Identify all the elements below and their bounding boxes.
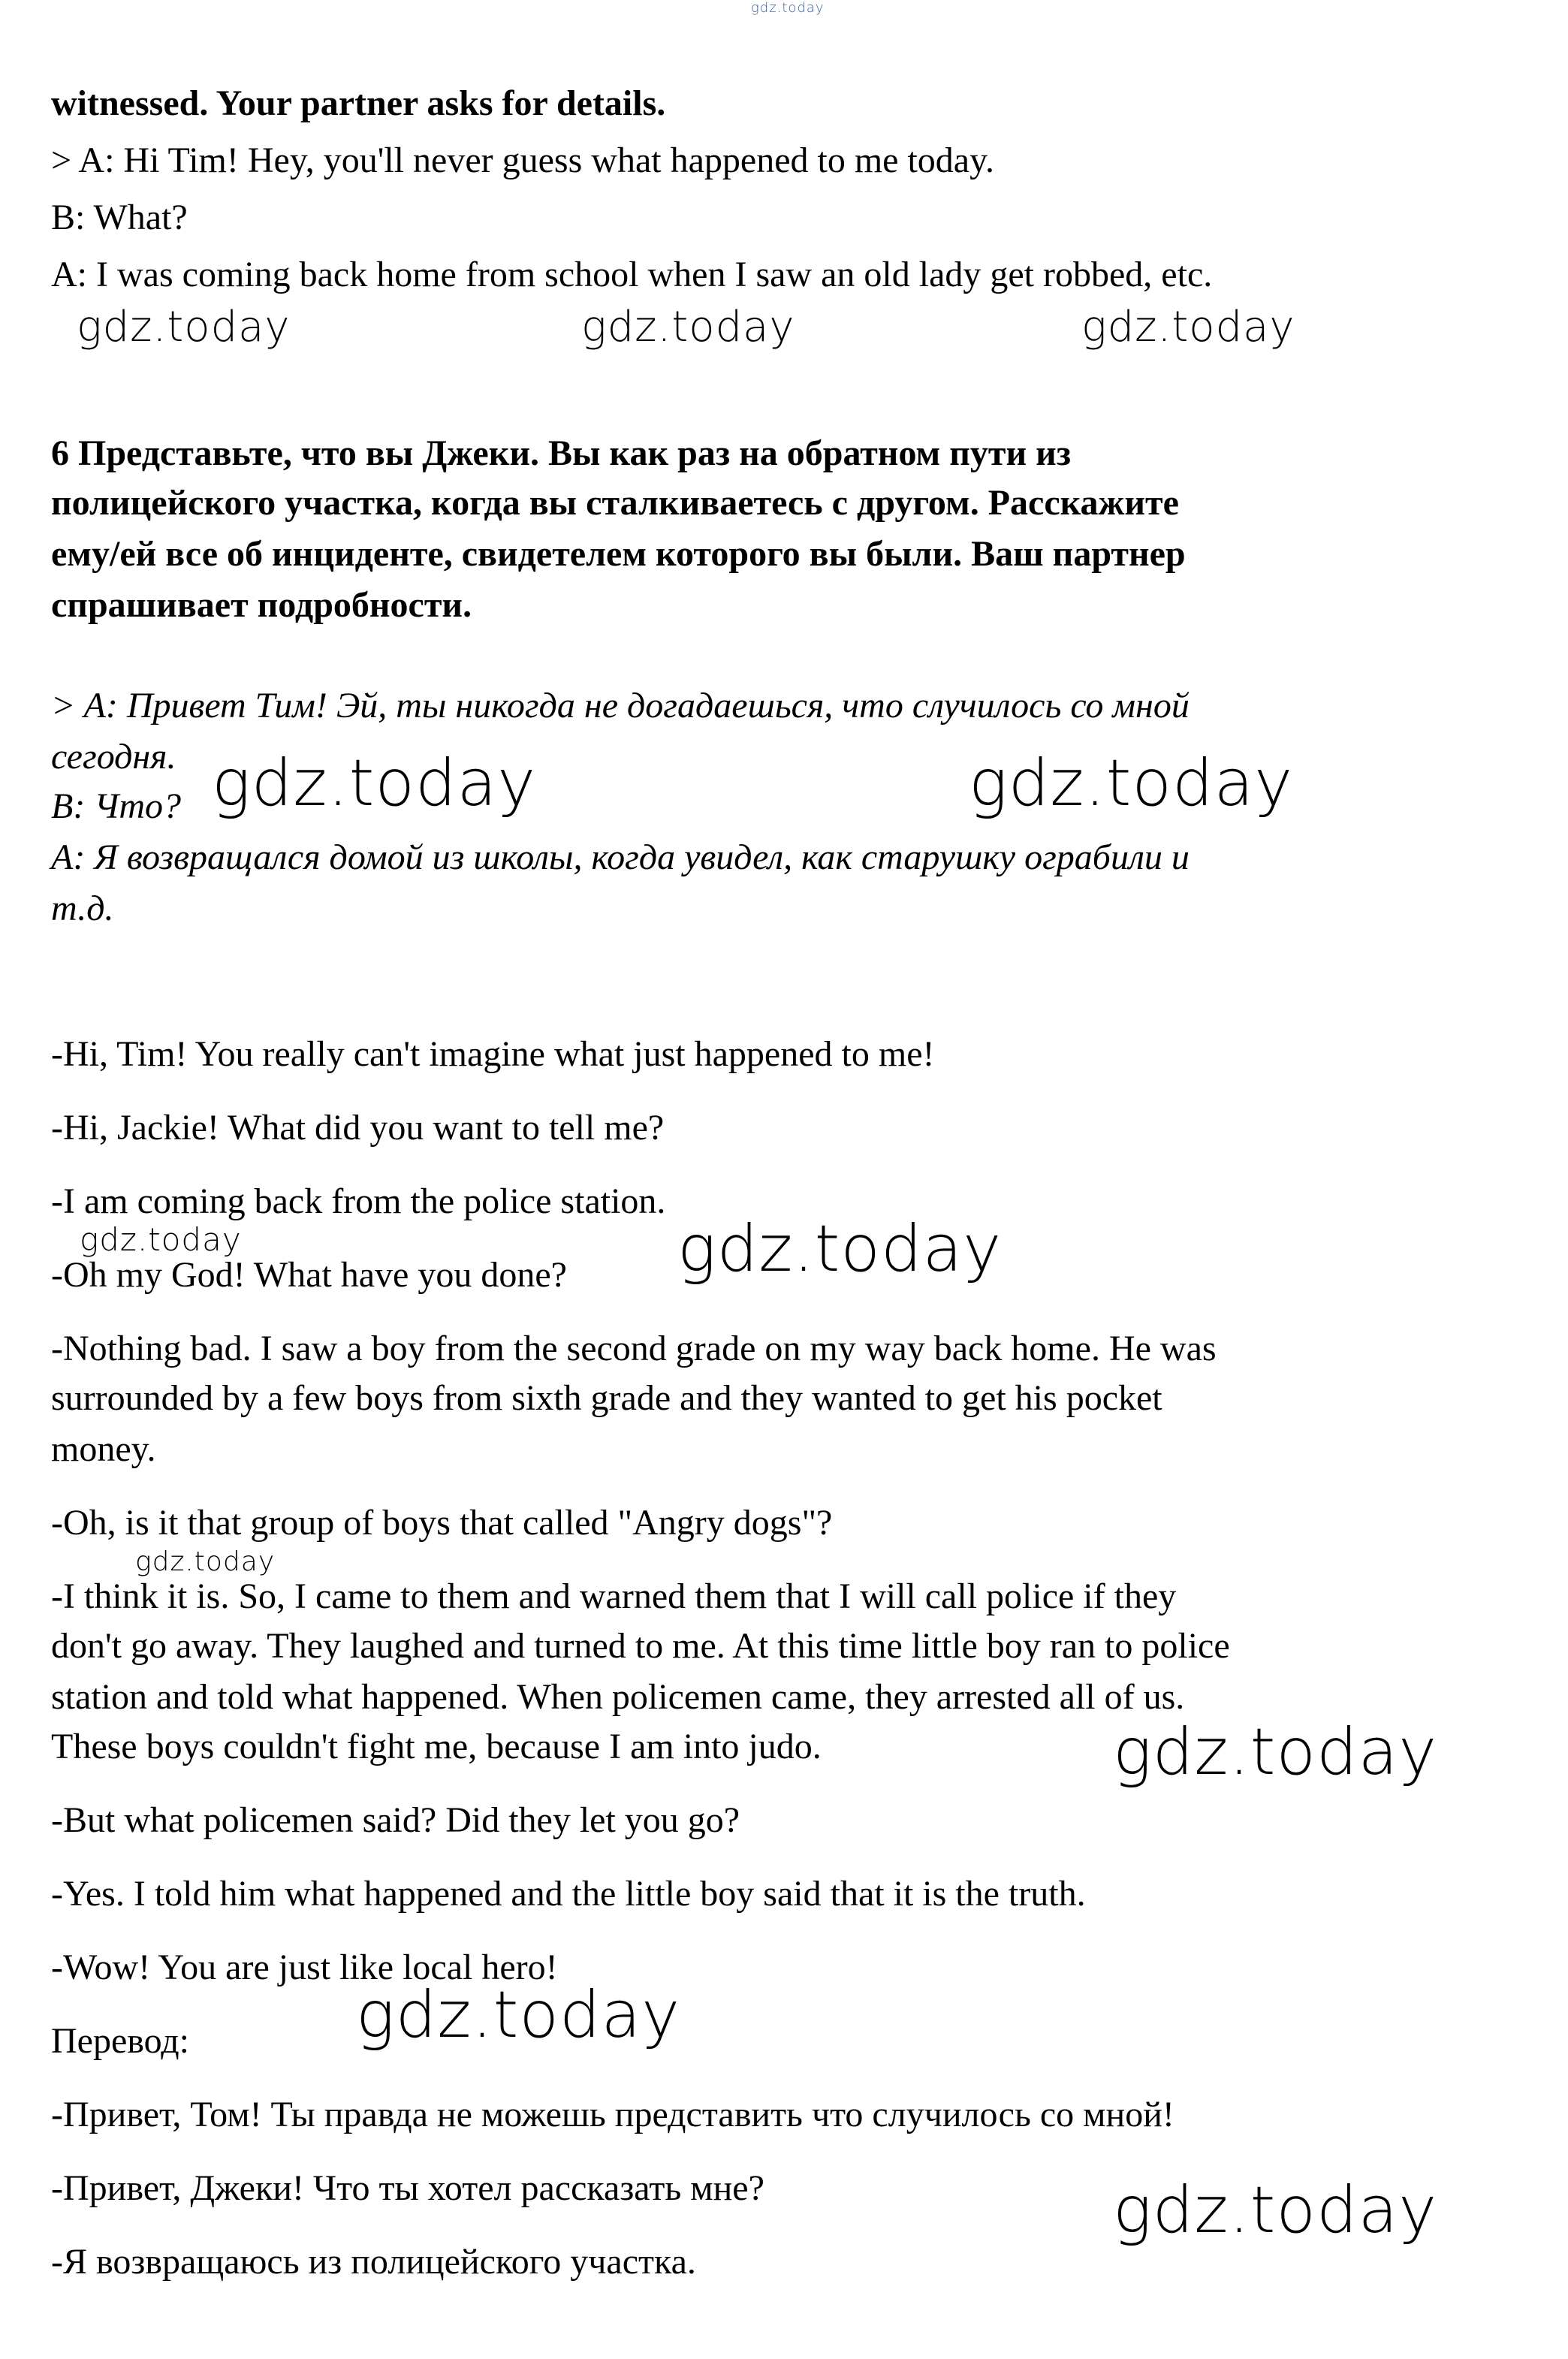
task-heading-ru: полицейского участка, когда вы сталкиваетесь с другом. Расскажите	[51, 483, 1179, 523]
dialogue-line: -Hi, Jackie! What did you want to tell me?	[51, 1108, 665, 1148]
dialogue-line: -Yes. I told him what happened and the little boy said that it is the truth.	[51, 1874, 1086, 1914]
task-heading-en: witnessed. Your partner asks for details.	[51, 83, 666, 123]
example-line-ru: > A: Привет Тим! Эй, ты никогда не догадаешься, что случилось со мной	[51, 686, 1190, 725]
translation-line: -Привет, Том! Ты правда не можешь представить что случилось со мной!	[51, 2095, 1174, 2134]
watermark: gdz.today	[677, 1211, 1003, 1287]
dialogue-line: -Nothing bad. I saw a boy from the second grade on my way back home. He was	[51, 1329, 1217, 1368]
dialogue-line: -I think it is. So, I came to them and warned them that I will call police if they	[51, 1576, 1177, 1616]
task-line: > A: Hi Tim! Hey, you'll never guess what happened to me today.	[51, 140, 994, 180]
task-heading-ru: 6 Представьте, что вы Джеки. Вы как раз на обратном пути из	[51, 433, 1072, 473]
dialogue-line: -Hi, Tim! You really can't imagine what just happened to me!	[51, 1034, 935, 1074]
dialogue-line: These boys couldn't fight me, because I am into judo.	[51, 1727, 822, 1766]
task-heading-ru: ему/ей все об инциденте, свидетелем которого вы были. Ваш партнер	[51, 534, 1186, 574]
watermark: gdz.today	[1081, 303, 1295, 351]
dialogue-line: money.	[51, 1429, 156, 1469]
watermark: gdz.today	[356, 1977, 681, 2053]
watermark: gdz.today	[77, 303, 291, 351]
task-line: A: I was coming back home from school when I saw an old lady get robbed, etc.	[51, 255, 1213, 294]
watermark: gdz.today	[212, 746, 537, 821]
watermark: gdz.today	[80, 1221, 242, 1258]
dialogue-line: -But what policemen said? Did they let you go?	[51, 1800, 740, 1840]
example-line-ru: B: Что?	[51, 786, 182, 826]
watermark: gdz.today	[969, 746, 1294, 821]
watermark: gdz.today	[135, 1546, 276, 1577]
dialogue-line: -I am coming back from the police station.	[51, 1181, 666, 1221]
watermark-top: gdz.today	[751, 0, 825, 16]
translation-line: -Привет, Джеки! Что ты хотел рассказать мне?	[51, 2168, 764, 2208]
translation-line: -Я возвращаюсь из полицейского участка.	[51, 2242, 696, 2282]
task-heading-ru: спрашивает подробности.	[51, 585, 472, 625]
example-line-ru: сегодня.	[51, 737, 176, 777]
task-line: B: What?	[51, 198, 188, 237]
dialogue-line: station and told what happened. When policemen came, they arrested all of us.	[51, 1677, 1185, 1717]
example-line-ru: A: Я возвращался домой из школы, когда увидел, как старушку ограбили и	[51, 837, 1190, 877]
dialogue-line: surrounded by a few boys from sixth grade and they wanted to get his pocket	[51, 1378, 1162, 1418]
watermark: gdz.today	[1113, 1715, 1438, 1790]
dialogue-line: -Oh, is it that group of boys that called "Angry dogs"?	[51, 1503, 833, 1543]
dialogue-line: don't go away. They laughed and turned to me. At this time little boy ran to police	[51, 1626, 1230, 1666]
watermark: gdz.today	[581, 303, 795, 351]
translation-label: Перевод:	[51, 2021, 189, 2061]
dialogue-line: -Oh my God! What have you done?	[51, 1255, 567, 1295]
example-line-ru: т.д.	[51, 888, 114, 928]
watermark: gdz.today	[1113, 2173, 1438, 2248]
dialogue-line: -Wow! You are just like local hero!	[51, 1947, 558, 1987]
